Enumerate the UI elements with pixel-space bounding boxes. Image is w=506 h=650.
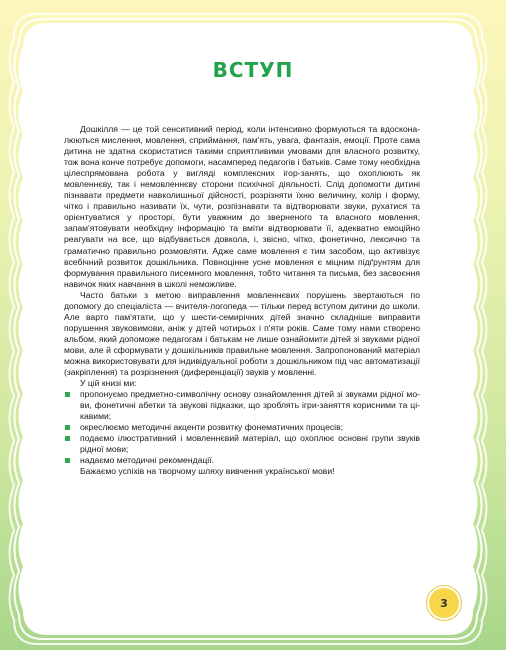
closing-wish: Бажаємо успіхів на творчому шляху вивчення української мови!: [80, 466, 335, 477]
square-bullet-icon: [65, 392, 70, 397]
page-title: ВСТУП: [212, 58, 294, 82]
list-intro: У цій книзі ми:: [80, 378, 137, 389]
square-bullet-icon: [65, 436, 70, 441]
page-number-badge: 3: [427, 586, 461, 620]
list-item: пропонуємо предметно-символічну основу ознайомлення дітей зі звуками рідної мови, фонетичні абетки та звукові підказки, що зроблять ігри-заняття корисними та цікавими;: [64, 389, 420, 422]
list-item: окреслюємо методичні акценти розвитку фонематичних процесів;: [64, 422, 420, 433]
square-bullet-icon: [65, 425, 70, 430]
square-bullet-icon: [65, 458, 70, 463]
paragraph-specialist: Часто батьки з метою виправлення мовленнєвих порушень звертаються по допомогу до спеціаліста — вчителя-логопеда — тільки перед вступом дитини до школи. Але варто пам'ятати, що у шести-семирічних дітей значно складніше виправити порушення звуковимови, аніж у дітей чотирьох і п'яти років. Саме тому нами створено альбом, який допоможе педагогам і батькам не лише ознайомити дітей зі звуками рідної мови, але й сформувати у дошкільників правильне мовлення. Запропонований матеріал можна використовувати для індивідуальної роботи з дошкільником під час автоматизації (закріплення) та розрізнення (диференціації) звуків у мовленні.: [64, 289, 420, 378]
main-text: [64, 124, 420, 478]
list-item: надаємо методичні рекомендації.: [64, 455, 420, 466]
list-item: подаємо ілюстративний і мовленнєвий матеріал, що охоплює основні групи звуків рідної мови;: [64, 433, 420, 455]
paragraph-intro: Дошкілля — це той сенситивний період, коли інтенсивно формуються та вдосконалюються мислення, мовлення, сприймання, пам'ять, увага, фантазія, емоції. Проте сама дитина не здатна скористатися такими сприятливими умовами для власного розвитку, тож вона конче потребує допомоги, насамперед педагогів і батьків. Саме тому необхідна цілеспрямована робота у вигляді комплексних ігор-занять, що охоплюють як мовленнєву, так і немовленнєву сторони психічної діяльності. Слід допомогти дитині пізнавати предмети навколишньої дійсності, розрізняти їхню величину, колір і форму, чітко і правильно називати їх, чути, розпізнавати та відтворювати звуки, рухатися та орієнтуватися у просторі, бути уважним до звернeного та власного мовлення, запам'ятовувати необхідну інформацію та вміти відтворювати її, адекватно емоційно реагувати на все, що відбувається довкола, і, звісно, чітко, фонетично, лексично та граматично правильно розмовляти. Адже саме мовлення є тим засобом, що активізує всебічний розвиток дошкільника. Повноцінне усне мовлення є міцним підґрунтям для формування правильного писемного мовлення, тобто читання та письма, без засвоєння навичок яких навчання в школі неможливе.: [64, 124, 420, 289]
feature-list: [64, 389, 420, 466]
